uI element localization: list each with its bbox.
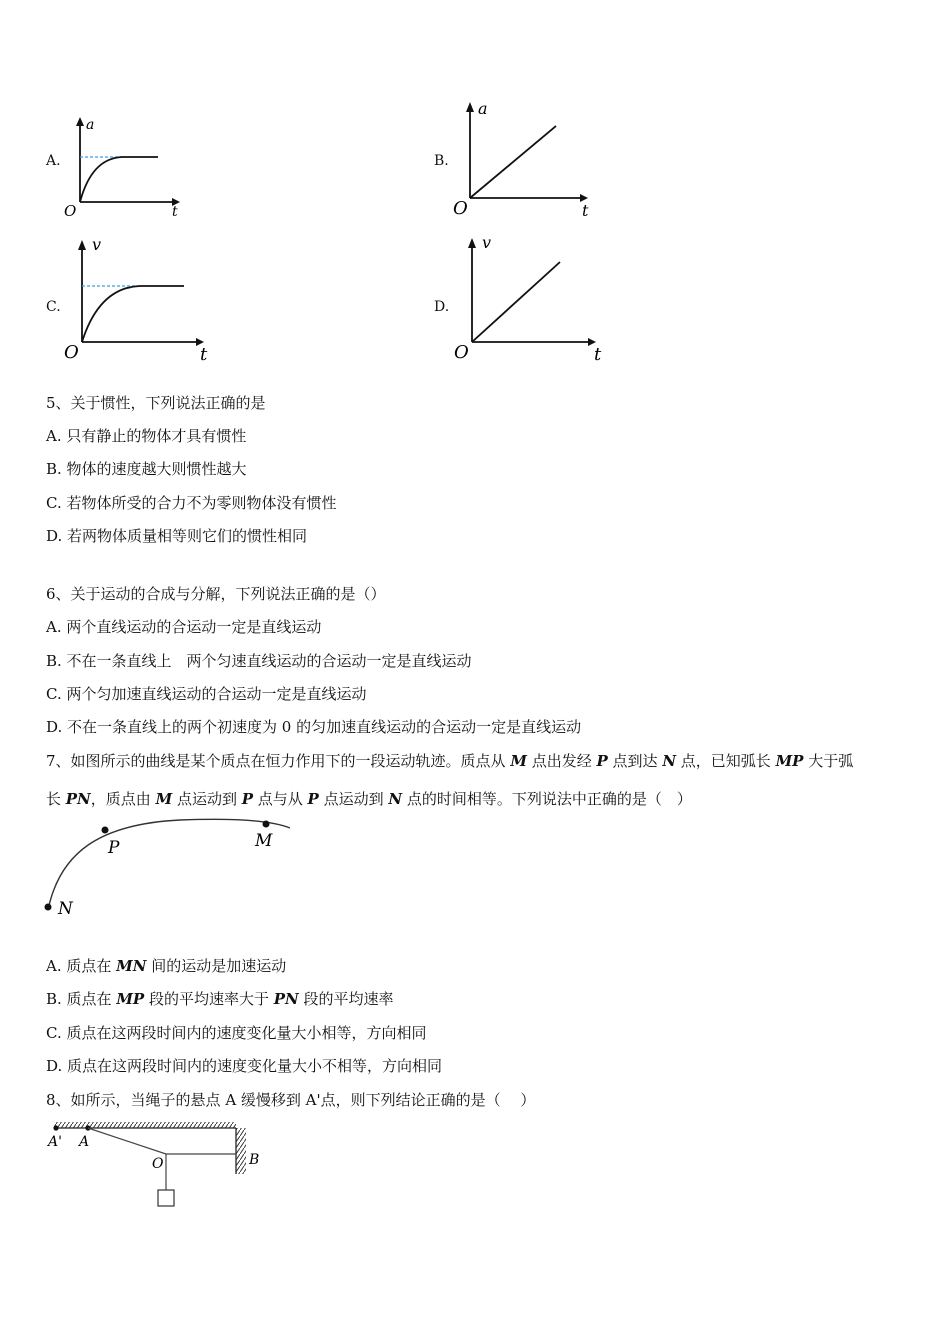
q8-point-a-label: A [79, 1134, 90, 1150]
q7-point-p-label: P [108, 838, 120, 858]
q7-point-n-label: N [58, 899, 73, 919]
q7-option-b[interactable]: B. 质点在 MP 段的平均速率大于 PN 段的平均速率 [46, 990, 394, 1008]
option-label-b: B. [434, 153, 449, 169]
q8-stem: 8、如所示，当绳子的悬点 A 缓慢移到 A'点，则下列结论正确的是（ ） [46, 1091, 536, 1109]
q7-option-a[interactable]: A. 质点在 MN 间的运动是加速运动 [46, 957, 287, 975]
graph-a-x-axis-label: t [172, 204, 178, 220]
q5-stem: 5、关于惯性，下列说法正确的是 [46, 394, 266, 412]
q5-option-c[interactable]: C. 若物体所受的合力不为零则物体没有惯性 [46, 494, 337, 512]
graph-b-origin-label: O [453, 198, 468, 219]
graph-d-velocity-line [452, 232, 612, 366]
graph-c-velocity-curve [62, 234, 222, 366]
option-label-d: D. [434, 299, 450, 315]
graph-c-y-axis-label: v [92, 235, 102, 254]
q6-option-c[interactable]: C. 两个匀加速直线运动的合运动一定是直线运动 [46, 685, 367, 703]
graph-a-acceleration-curve [60, 112, 190, 222]
q6-option-d[interactable]: D. 不在一条直线上的两个初速度为 0 的匀加速直线运动的合运动一定是直线运动 [46, 718, 582, 736]
graph-c-origin-label: O [64, 342, 79, 363]
q7-stem-line-1: 7、如图所示的曲线是某个质点在恒力作用下的一段运动轨迹。质点从 M 点出发经 P 点到达 N 点，已知弧长 MP 大于弧 [46, 752, 854, 770]
option-label-a: A. [46, 153, 61, 169]
q5-option-d[interactable]: D. 若两物体质量相等则它们的惯性相同 [46, 527, 308, 545]
option-label-c: C. [46, 299, 61, 315]
graph-d-y-axis-label: v [482, 233, 492, 252]
q6-option-b[interactable]: B. 不在一条直线上 两个匀速直线运动的合运动一定是直线运动 [46, 652, 472, 670]
graph-c-x-axis-label: t [200, 344, 208, 365]
graph-b-acceleration-line [450, 98, 600, 223]
graph-a-y-axis-label: a [86, 117, 95, 133]
graph-d-x-axis-label: t [594, 344, 602, 365]
q8-rope-figure [44, 1118, 274, 1216]
graph-b-x-axis-label: t [582, 201, 589, 220]
graph-d-origin-label: O [454, 342, 469, 363]
q7-point-m-label: M [255, 831, 273, 851]
q7-stem-line-2: 长 PN，质点由 M 点运动到 P 点与从 P 点运动到 N 点的时间相等。下列说法中正确的是（ ） [46, 790, 692, 808]
q7-trajectory-figure [40, 812, 300, 924]
graph-a-origin-label: O [64, 202, 77, 220]
q6-stem: 6、关于运动的合成与分解，下列说法正确的是（） [46, 585, 386, 603]
q7-option-c[interactable]: C. 质点在这两段时间内的速度变化量大小相等，方向相同 [46, 1024, 427, 1042]
q8-point-a-prime-label: A' [48, 1134, 62, 1150]
q5-option-a[interactable]: A. 只有静止的物体才具有惯性 [46, 427, 247, 445]
q8-point-b-label: B [249, 1152, 260, 1168]
q7-option-d[interactable]: D. 质点在这两段时间内的速度变化量大小不相等，方向相同 [46, 1057, 443, 1075]
q5-option-b[interactable]: B. 物体的速度越大则惯性越大 [46, 460, 247, 478]
q6-option-a[interactable]: A. 两个直线运动的合运动一定是直线运动 [46, 618, 322, 636]
graph-b-y-axis-label: a [478, 99, 488, 118]
q8-point-o-label: O [152, 1156, 164, 1172]
